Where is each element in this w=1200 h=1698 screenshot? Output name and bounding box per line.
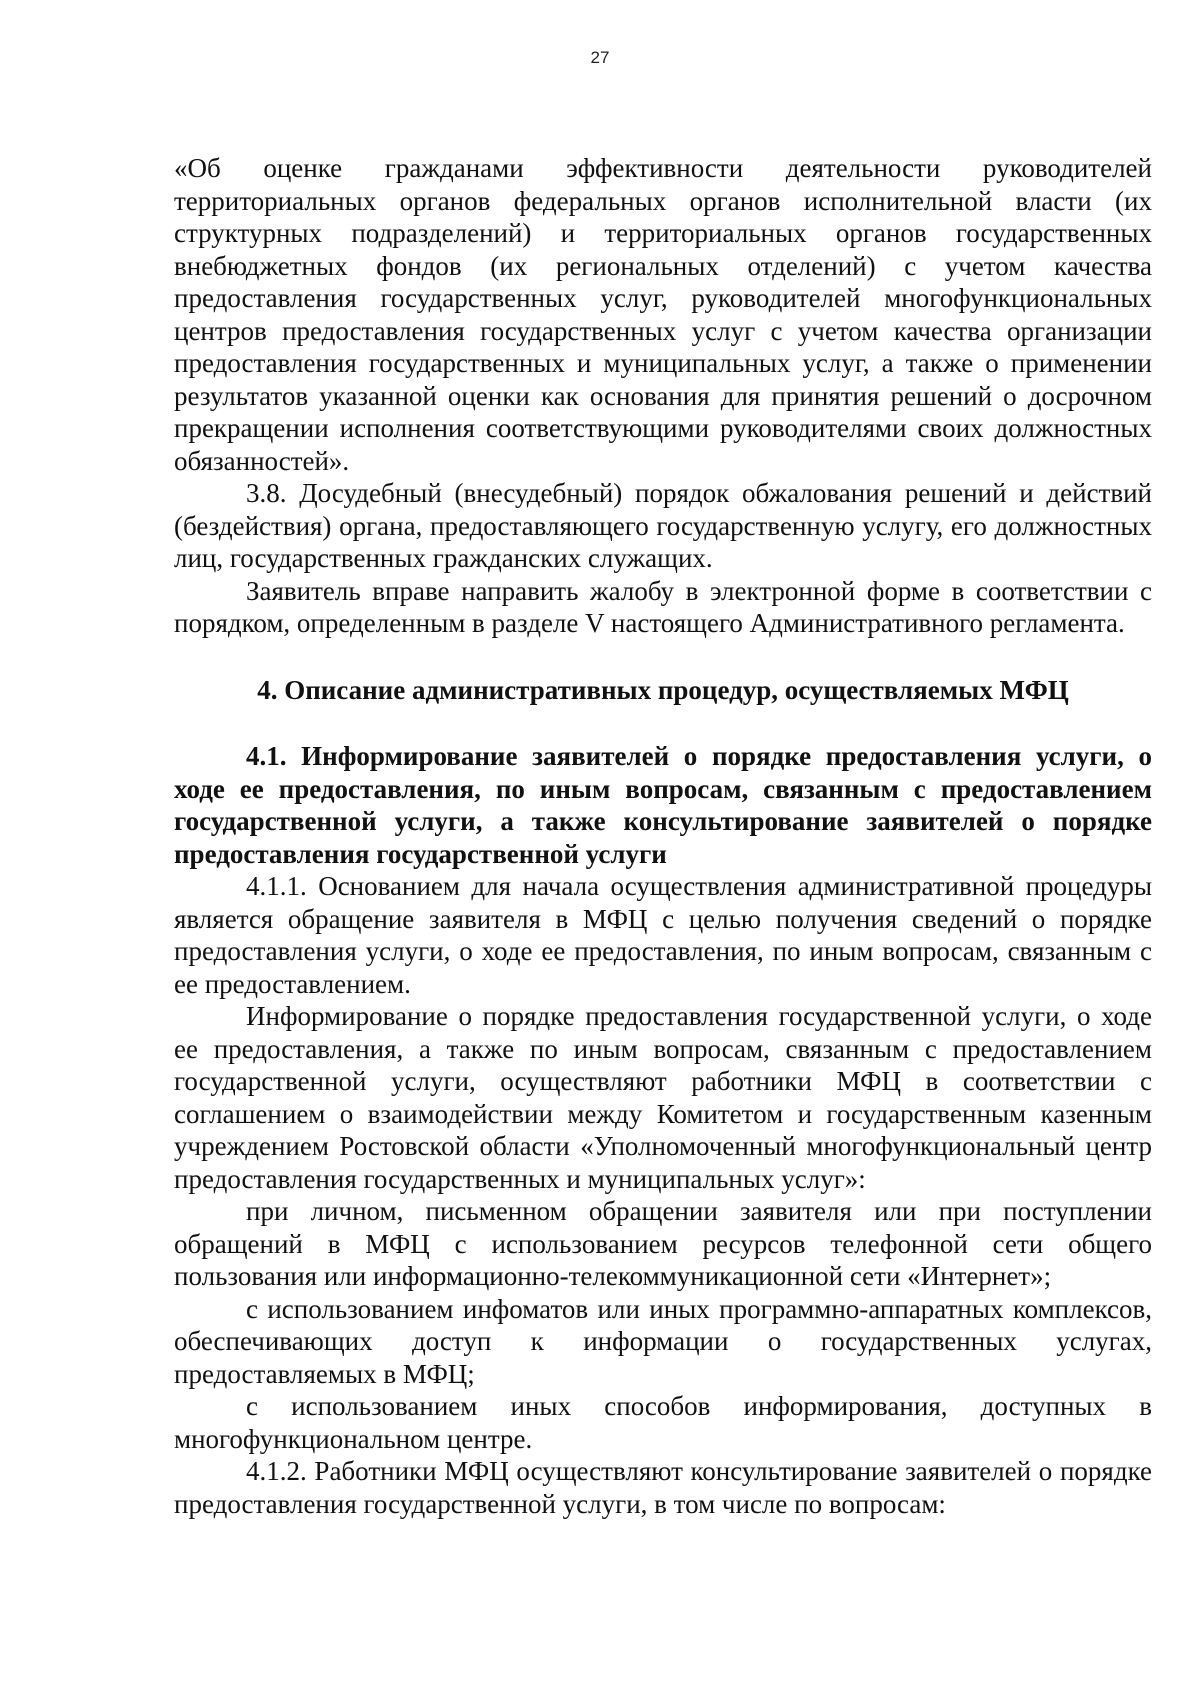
list-item-other-methods: с использованием иных способов информирования, доступных в многофункциональном центре.: [174, 1391, 1152, 1454]
page-number: 27: [590, 48, 610, 67]
paragraph-4-1-2: 4.1.2. Работники МФЦ осуществляют консультирование заявителей о порядке предоставления государственной услуги, в том числе по вопросам:: [174, 1456, 1152, 1519]
list-item-infomats: с использованием инфоматов или иных программно-аппаратных комплексов, обеспечивающих доступ к информации о государственных услугах, предоставляемых в МФЦ;: [174, 1293, 1152, 1389]
paragraph-3-8: 3.8. Досудебный (внесудебный) порядок обжалования решений и действий (бездействия) органа, предоставляющего государственную услугу, его должностных лиц, государственных гражданских служащих.: [174, 478, 1152, 573]
document-body: [174, 152, 1152, 1520]
list-item-personal-appeal: при личном, письменном обращении заявителя или при поступлении обращений в МФЦ с использованием ресурсов телефонной сети общего пользования или информационно-телекоммуникационной сети «Интернет»;: [174, 1196, 1152, 1291]
subsection-4-1-heading: 4.1. Информирование заявителей о порядке предоставления услуги, о ходе ее предоставления, по иным вопросам, связанным с предоставлением государственной услуги, а также консультирование заявителей о порядке предоставления государственной услуги: [174, 741, 1152, 869]
paragraph-complaint: Заявитель вправе направить жалобу в электронной форме в соответствии с порядком, определенным в разделе V настоящего Административного регламента.: [174, 575, 1152, 638]
paragraph-quote-continuation: «Об оценке гражданами эффективности деятельности руководителей территориальных органов федеральных органов исполнительной власти (их структурных подразделений) и территориальных органов государственных внебюджетных фондов (их региональных отделений) с учетом качества предоставления государственных услуг, руководителей многофункциональных центров предоставления государственных услуг с учетом качества организации предоставления государственных и муниципальных услуг, а также о применении результатов указанной оценки как основания для принятия решений о досрочном прекращении исполнения соответствующими руководителями своих должностных обязанностей».: [174, 153, 1152, 476]
paragraph-4-1-1: 4.1.1. Основанием для начала осуществления административной процедуры является обращение заявителя в МФЦ с целью получения сведений о порядке предоставления услуги, о ходе ее предоставления, по иным вопросам, связанным с ее предоставлением.: [174, 871, 1152, 999]
section-4-heading: 4. Описание административных процедур, осуществляемых МФЦ: [257, 674, 1069, 705]
paragraph-informing: Информирование о порядке предоставления государственной услуги, о ходе ее предоставления, а также по иным вопросам, связанным с предоставлением государственной услуги, осуществляют работники МФЦ в соответствии с соглашением о взаимодействии между Комитетом и государственным казенным учреждением Ростовской области «Уполномоченный многофункциональный центр предоставления государственных и муниципальных услуг»:: [174, 1001, 1152, 1194]
